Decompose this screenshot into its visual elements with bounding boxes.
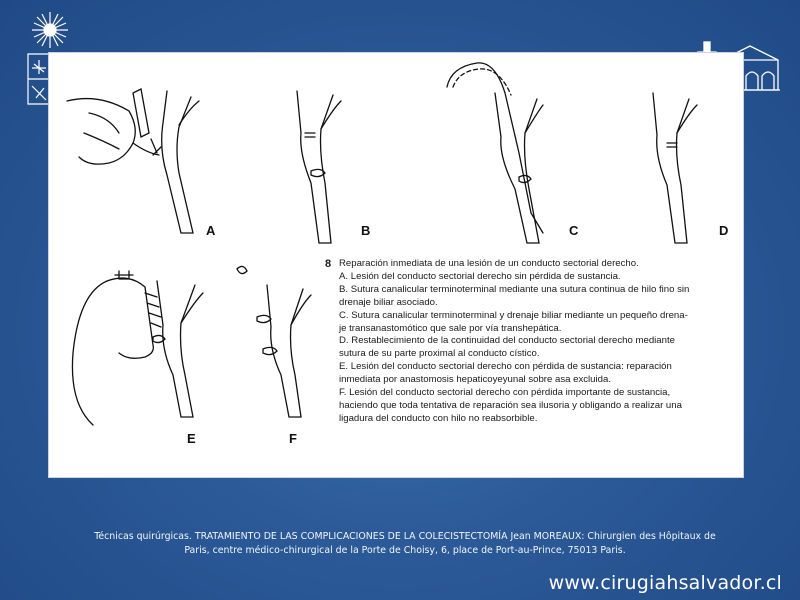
caption-line: ligadura del conducto con hilo no reabsorbible. [339,412,538,424]
caption-line: D. Restablecimiento de la continuidad del conducto sectorial derecho mediante [339,335,675,347]
caption-line: C. Sutura canalicular terminoterminal y drenaje biliar mediante un pequeño drena- [339,309,688,321]
source-citation [60,530,750,558]
caption-line: je transanastomótico que sale por vía transhepática. [339,322,562,334]
caption-line: F. Lesión del conducto sectorial derecho con pérdida importante de sustancia, [339,387,671,399]
drawing-e [72,271,203,425]
caption-line: haciendo que toda tentativa de reparación sea ilusoria y obligando a realizar una [339,399,682,411]
drawing-d [653,93,697,243]
citation-line-1: Técnicas quirúrgicas. TRATAMIENTO DE LAS COMPLICACIONES DE LA COLECISTECTOMÍA Jean MOREAUX: Chirurgien des Hôpitaux de [94,531,716,542]
drawing-f [237,266,311,417]
caption-line: inmediata por anastomosis hepaticoyeyunal sobre asa excluida. [339,374,611,386]
caption-line: Reparación inmediata de una lesión de un conducto sectorial derecho. [339,258,639,269]
drawing-c [447,63,543,243]
figure-letter-f: F [289,431,297,446]
caption-line: sutura de su parte proximal al conducto cístico. [339,348,540,360]
caption-line: A. Lesión del conducto sectorial derecho sin pérdida de sustancia. [339,270,621,282]
caption-line: B. Sutura canalicular terminoterminal mediante una sutura continua de hilo fino sin [339,283,690,295]
caption-line: E. Lesión del conducto sectorial derecho con pérdida de sustancia: reparación [339,361,672,373]
figure-letter-c: C [569,223,579,238]
figure-panel [48,52,744,478]
drawing-b [297,91,341,243]
figure-caption [325,258,731,426]
figure-letter-e: E [187,431,196,446]
caption-line: drenaje biliar asociado. [339,296,438,308]
figure-number: 8 [325,258,332,270]
citation-line-2: Paris, centre médico-chirurgical de la Porte de Choisy, 6, place de Port-au-Prince, 75013 Paris. [184,545,626,556]
figure-letter-a: A [206,223,216,238]
website-url: www.cirugiahsalvador.cl [548,572,782,594]
drawing-a [67,89,199,233]
figure-letter-b: B [361,223,371,238]
figure-letter-d: D [719,223,729,238]
